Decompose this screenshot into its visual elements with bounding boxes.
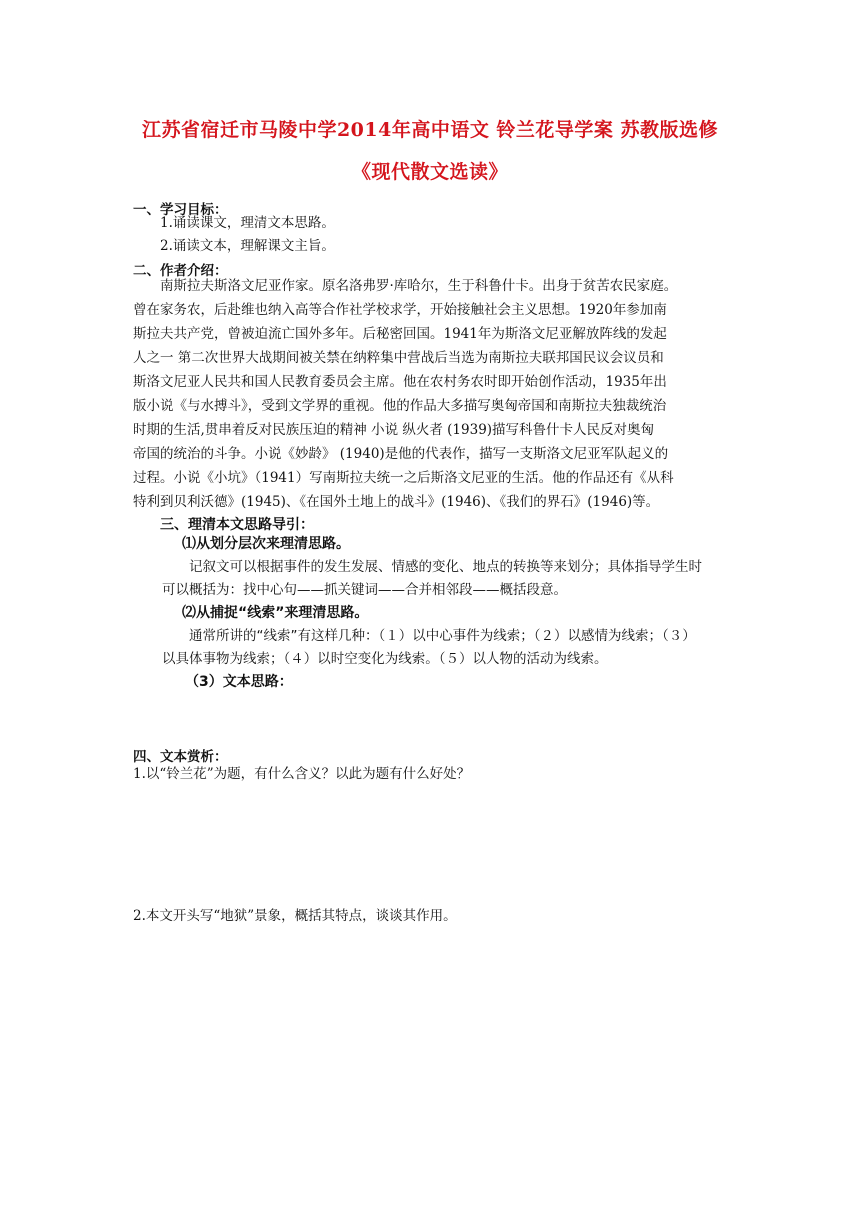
bio-line-7: 时期的生活,贯串着反对民族压迫的精神 小说 纵火者 (1939)描写科鲁什卡人民反对奥匈 xyxy=(133,422,655,438)
bio-line-2: 曾在家务农，后赴维也纳入高等合作社学校求学，开始接触社会主义思想。1920年参加南 xyxy=(133,302,667,318)
bio-line-3: 斯拉夫共产党，曾被迫流亡国外多年。后秘密回国。1941年为斯洛文尼亚解放阵线的发起 xyxy=(133,326,667,342)
section1-heading: 一、学习目标： xyxy=(133,202,228,218)
question-1: 1.以“铃兰花”为题，有什么含义？以此为题有什么好处？ xyxy=(133,766,471,782)
section3-sub2-line-1: 通常所讲的“线索”有这样几种：（１）以中心事件为线索；（２）以感情为线索；（３） xyxy=(189,628,696,644)
section3-sub1-line-1: 记叙文可以根据事件的发生发展、情感的变化、地点的转换等来划分；具体指导学生时 xyxy=(189,559,702,575)
bio-line-6: 版小说《与水搏斗》，受到文学界的重视。他的作品大多描写奥匈帝国和南斯拉夫独裁统治 xyxy=(133,398,667,414)
bio-line-1: 南斯拉夫斯洛文尼亚作家。原名洛弗罗·库哈尔，生于科鲁什卡。出身于贫苦农民家庭。 xyxy=(160,278,678,294)
section3-sub1: ⑴从划分层次来理清思路。 xyxy=(182,536,350,552)
bio-line-9: 过程。小说《小坑》（1941）写南斯拉夫统一之后斯洛文尼亚的生活。他的作品还有《从科 xyxy=(133,470,674,486)
section3-sub2: ⑵从捕捉“线索”来理清思路。 xyxy=(182,605,369,621)
bio-line-5: 斯洛文尼亚人民共和国人民教育委员会主席。他在农村务农时即开始创作活动，1935年出 xyxy=(133,374,667,390)
section3-sub3: （3）文本思路： xyxy=(185,674,293,690)
section3-sub2-line-2: 以具体事物为线索；（４）以时空变化为线索。（５）以人物的活动为线索。 xyxy=(162,651,608,667)
bio-line-8: 帝国的统治的斗争。小说《妙龄》 (1940)是他的代表作，描写一支斯洛文尼亚军队起义的 xyxy=(133,446,669,462)
document-title-line1: 江苏省宿迁市马陵中学2014年高中语文 铃兰花导学案 苏教版选修 xyxy=(141,119,719,141)
bio-line-4: 人之一 第二次世界大战期间被关禁在纳粹集中营战后当选为南斯拉夫联邦国民议会议员和 xyxy=(133,350,664,366)
section3-sub1-line-2: 可以概括为：找中心句——抓关键词——合并相邻段——概括段意。 xyxy=(162,582,567,598)
document-title-line2: 《现代散文选读》 xyxy=(351,161,508,183)
section3-heading: 三、理清本文思路导引： xyxy=(160,517,314,533)
section1-item-2: 2.诵读文本，理解课文主旨。 xyxy=(160,238,335,254)
section2-heading: 二、作者介绍： xyxy=(133,263,228,279)
section4-heading: 四、文本赏析： xyxy=(133,749,228,765)
question-2: 2.本文开头写“地狱”景象，概括其特点，谈谈其作用。 xyxy=(133,908,457,924)
section1-item-1: 1.诵读课文，理清文本思路。 xyxy=(160,215,335,231)
bio-line-10: 特利到贝利沃德》(1945)、《在国外土地上的战斗》(1946)、《我们的界石》(1946)等。 xyxy=(133,494,660,510)
